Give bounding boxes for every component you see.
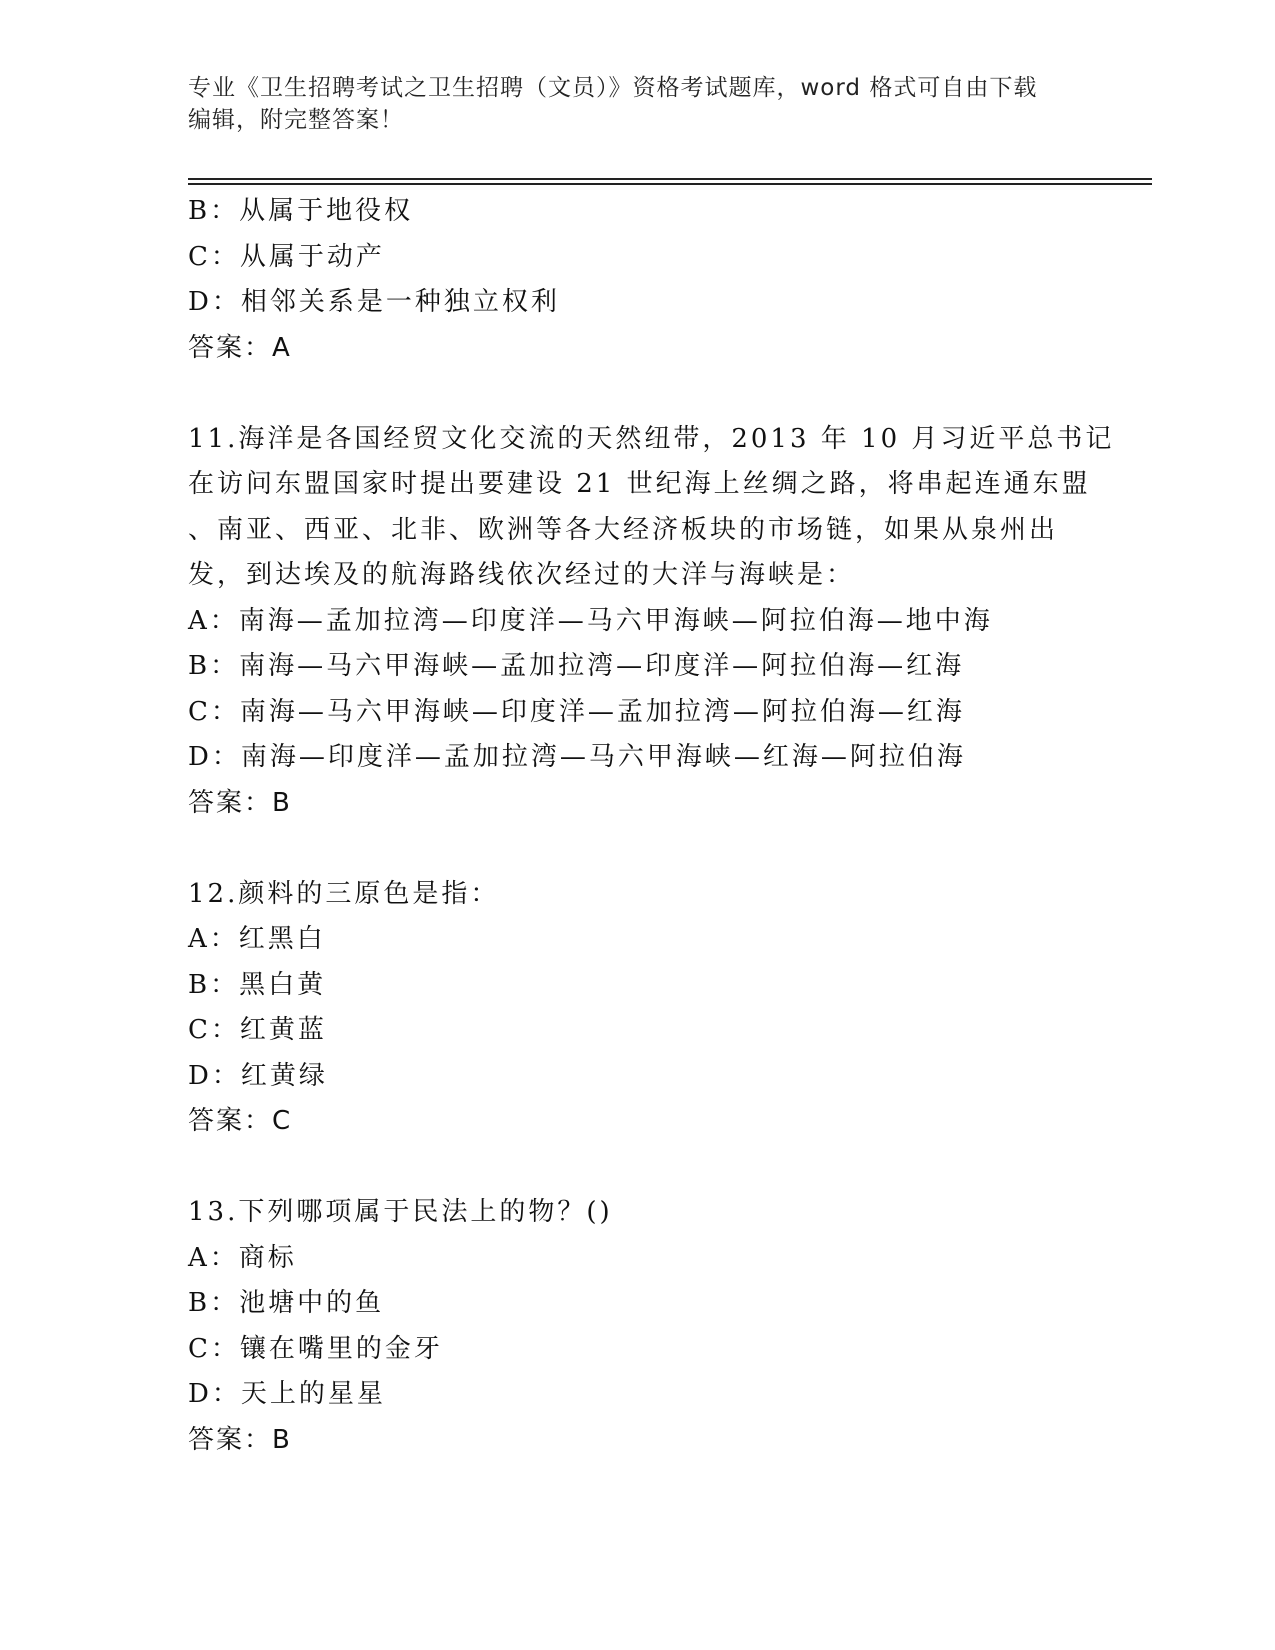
option-d: D：南海—印度洋—孟加拉湾—马六甲海峡—红海—阿拉伯海 [188, 742, 966, 772]
header-title-line-1: 专业《卫生招聘考试之卫生招聘（文员）》资格考试题库，word 格式可自由下载 [188, 75, 1038, 101]
option-a: A：商标 [188, 1242, 297, 1273]
question-list [188, 189, 1115, 1463]
header-title-line-2: 编辑，附完整答案！ [188, 107, 404, 133]
answer-line: 答案：B [188, 1424, 292, 1455]
option-a: A：红黑白 [188, 924, 326, 954]
question-text: 13.下列哪项属于民法上的物？() [188, 1197, 613, 1227]
question-text: 12.颜料的三原色是指： [188, 878, 500, 909]
option-d: D：相邻关系是一种独立权利 [188, 287, 560, 317]
question-12 [188, 872, 1108, 1145]
question-text-line-1: 11.海洋是各国经贸文化交流的天然纽带，2013 年 10 月习近平总书记 [188, 423, 1115, 454]
option-b: B：黑白黄 [188, 969, 327, 1000]
document-header [188, 72, 1088, 136]
question-13 [188, 1190, 1108, 1463]
option-c: C：镶在嘴里的金牙 [188, 1333, 443, 1364]
spacer [188, 371, 1108, 417]
header-rule-top [188, 178, 1152, 180]
option-d: D：天上的星星 [188, 1379, 386, 1409]
option-d: D：红黄绿 [188, 1060, 328, 1091]
question-10-tail [188, 189, 1108, 371]
question-text-line-4: 发，到达埃及的航海路线依次经过的大洋与海峡是： [188, 560, 856, 590]
option-b: B：从属于地役权 [188, 196, 414, 226]
answer-line: 答案：B [188, 787, 292, 818]
spacer [188, 1145, 1108, 1191]
spacer [188, 826, 1108, 872]
option-c: C：从属于动产 [188, 241, 385, 272]
question-text-line-2: 在访问东盟国家时提出要建设 21 世纪海上丝绸之路，将串起连通东盟 [188, 469, 1091, 499]
option-c: C：南海—马六甲海峡—印度洋—孟加拉湾—阿拉伯海—红海 [188, 696, 965, 727]
answer-line: 答案：A [188, 332, 292, 363]
header-rule-bottom [188, 183, 1152, 185]
option-a: A：南海—孟加拉湾—印度洋—马六甲海峡—阿拉伯海—地中海 [188, 605, 993, 636]
question-text-line-3: 、南亚、西亚、北非、欧洲等各大经济板块的市场链，如果从泉州出 [188, 514, 1059, 545]
answer-line: 答案：C [188, 1106, 293, 1136]
option-b: B：池塘中的鱼 [188, 1288, 385, 1318]
option-b: B：南海—马六甲海峡—孟加拉湾—印度洋—阿拉伯海—红海 [188, 651, 965, 681]
question-11 [188, 417, 1115, 827]
option-c: C：红黄蓝 [188, 1015, 327, 1045]
